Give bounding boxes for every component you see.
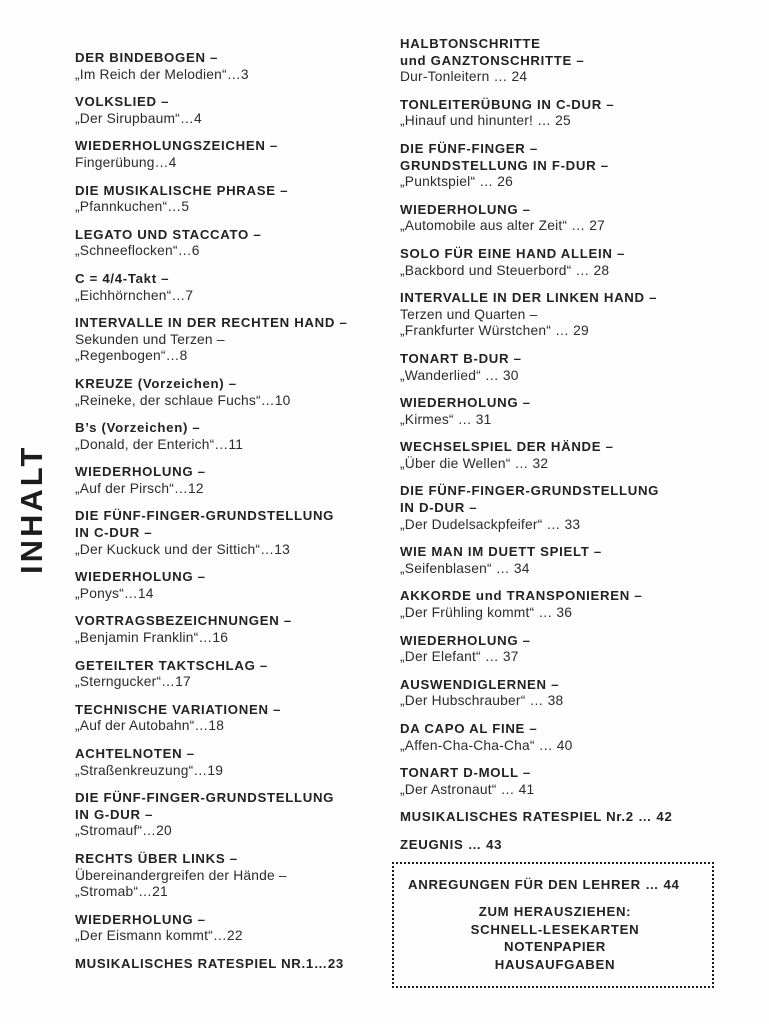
teacher-box-centered-block (408, 903, 702, 973)
toc-entry (400, 765, 760, 798)
toc-entry (75, 569, 399, 602)
toc-heading-line: DER BINDEBOGEN – (75, 50, 219, 65)
toc-heading-line: GRUNDSTELLUNG IN F-DUR – (400, 157, 609, 173)
toc-heading-line: DA CAPO AL FINE – (400, 721, 538, 736)
toc-entry (75, 658, 399, 691)
toc-heading-line: TECHNISCHE VARIATIONEN – (75, 701, 282, 717)
toc-subtitle-line: „Der Frühling kommt“ … 36 (400, 605, 573, 621)
toc-subtitle-line: „Hinauf und hinunter! … 25 (400, 113, 571, 129)
toc-heading-line: IN C-DUR – (75, 525, 153, 541)
toc-subtitle-line: „Seifenblasen“ … 34 (400, 560, 530, 576)
toc-entry (75, 613, 399, 646)
toc-subtitle-line: „Im Reich der Melodien“…3 (75, 66, 249, 82)
toc-entry (400, 588, 760, 621)
toc-subtitle-line: „Benjamin Franklin“…16 (75, 630, 229, 646)
page-title-inhalt: INHALT (14, 444, 49, 574)
toc-entry (75, 746, 399, 779)
toc-entry (400, 483, 760, 533)
toc-heading-line: WIEDERHOLUNG – (400, 395, 531, 411)
toc-heading-line: WIEDERHOLUNG – (400, 632, 531, 648)
toc-subtitle-line: „Der Elefant“ … 37 (400, 649, 519, 665)
teacher-box-line: SCHNELL-LESEKARTEN (470, 921, 640, 937)
toc-entry (400, 721, 760, 754)
toc-subtitle-line: „Donald, der Enterich“…11 (75, 436, 244, 452)
toc-entry (75, 420, 399, 453)
toc-entry (75, 464, 399, 497)
toc-subtitle-line: „Regenbogen“…8 (75, 348, 188, 364)
toc-heading-line: ZEUGNIS … 43 (400, 836, 503, 852)
toc-heading-line: WIE MAN IM DUETT SPIELT – (400, 544, 602, 560)
toc-entry (75, 851, 399, 901)
teacher-box-line: HAUSAUFGABEN (494, 956, 616, 972)
toc-entry (75, 183, 399, 216)
toc-heading-line: HALBTONSCHRITTE (400, 36, 541, 51)
toc-heading-line: TONLEITERÜBUNG IN C-DUR – (400, 96, 615, 112)
toc-entry (400, 633, 760, 666)
toc-entry (400, 544, 760, 577)
toc-entry (75, 50, 399, 83)
toc-entry (75, 94, 399, 127)
toc-entry (400, 677, 760, 710)
toc-subtitle-line: „Sterngucker“…17 (75, 674, 191, 690)
toc-heading-line: VOLKSLIED – (75, 94, 170, 110)
toc-entry (400, 97, 760, 130)
toc-subtitle-line: „Affen-Cha-Cha-Cha“ … 40 (400, 737, 573, 753)
toc-entry (75, 227, 399, 260)
toc-subtitle-line: „Stromab“…21 (75, 884, 168, 900)
toc-heading-line: und GANZTONSCHRITTE – (400, 52, 585, 68)
toc-entry (75, 790, 399, 840)
toc-subtitle-line: „Automobile aus alter Zeit“ … 27 (400, 218, 606, 234)
toc-heading-line: WIEDERHOLUNG – (400, 201, 531, 217)
toc-column-right (400, 36, 760, 865)
toc-subtitle-line: „Frankfurter Würstchen“ … 29 (400, 323, 589, 339)
toc-subtitle-line: „Stromauf“…20 (75, 823, 172, 839)
teacher-box-line: ZUM HERAUSZIEHEN: (478, 904, 632, 919)
toc-heading-line: VORTRAGSBEZEICHNUNGEN – (75, 613, 292, 629)
toc-subtitle-line: „Der Dudelsackpfeifer“ … 33 (400, 516, 581, 532)
teacher-box-heading: ANREGUNGEN FÜR DEN LEHRER … 44 (408, 877, 680, 892)
toc-entry (75, 912, 399, 945)
toc-heading-line: WIEDERHOLUNG – (75, 911, 206, 927)
toc-entry (400, 809, 760, 826)
toc-subtitle-line: „Kirmes“ … 31 (400, 411, 492, 427)
toc-subtitle-line: „Schneeflocken“…6 (75, 243, 200, 259)
toc-subtitle-line: Übereinandergreifen der Hände – (75, 867, 287, 883)
toc-subtitle-line: „Straßenkreuzung“…19 (75, 762, 224, 778)
toc-subtitle-line: „Der Sirupbaum“…4 (75, 110, 202, 126)
toc-heading-line: IN G-DUR – (75, 806, 154, 822)
toc-heading-line: RECHTS ÜBER LINKS – (75, 850, 238, 866)
toc-heading-line: WIEDERHOLUNG – (75, 569, 206, 585)
toc-subtitle-line: „Backbord und Steuerbord“ … 28 (400, 262, 610, 278)
toc-heading-line: DIE FÜNF-FINGER-GRUNDSTELLUNG (75, 508, 335, 524)
toc-entry (75, 315, 399, 365)
toc-column-left (75, 50, 399, 984)
toc-subtitle-line: „Auf der Autobahn“…18 (75, 718, 225, 734)
toc-subtitle-line: Sekunden und Terzen – (75, 331, 225, 347)
toc-heading-line: B’s (Vorzeichen) – (75, 420, 201, 436)
toc-entry (400, 36, 760, 86)
toc-heading-line: C = 4/4-Takt – (75, 270, 170, 286)
toc-subtitle-line: „Punktspiel“ … 26 (400, 174, 514, 190)
toc-heading-line: DIE FÜNF-FINGER-GRUNDSTELLUNG (400, 483, 660, 499)
toc-entry (400, 202, 760, 235)
toc-heading-line: MUSIKALISCHES RATESPIEL Nr.2 … 42 (400, 809, 673, 825)
teacher-note-box (392, 862, 714, 988)
toc-entry (400, 351, 760, 384)
toc-heading-line: KREUZE (Vorzeichen) – (75, 375, 237, 391)
toc-heading-line: DIE FÜNF-FINGER-GRUNDSTELLUNG (75, 790, 335, 806)
toc-heading-line: TONART D-MOLL – (400, 765, 531, 781)
toc-subtitle-line: „Reineke, der schlaue Fuchs“…10 (75, 392, 291, 408)
toc-subtitle-line: „Der Kuckuck und der Sittich“…13 (75, 541, 290, 557)
toc-subtitle-line: „Auf der Pirsch“…12 (75, 480, 204, 496)
toc-entry (75, 138, 399, 171)
toc-subtitle-line: Fingerübung…4 (75, 154, 177, 170)
toc-heading-line: INTERVALLE IN DER LINKEN HAND – (400, 290, 658, 306)
toc-entry (75, 702, 399, 735)
toc-subtitle-line: „Über die Wellen“ … 32 (400, 455, 549, 471)
toc-heading-line: DIE MUSIKALISCHE PHRASE – (75, 182, 289, 198)
toc-subtitle-line: „Ponys“…14 (75, 585, 154, 601)
toc-subtitle-line: „Der Hubschrauber“ … 38 (400, 693, 564, 709)
toc-heading-line: ACHTELNOTEN – (75, 746, 195, 761)
toc-subtitle-line: „Wanderlied“ … 30 (400, 367, 519, 383)
toc-heading-line: WIEDERHOLUNGSZEICHEN – (75, 138, 278, 154)
toc-entry (75, 956, 399, 973)
toc-entry (400, 246, 760, 279)
toc-entry (75, 508, 399, 558)
toc-entry (75, 376, 399, 409)
toc-entry (400, 439, 760, 472)
toc-subtitle-line: „Eichhörnchen“…7 (75, 287, 194, 303)
toc-heading-line: MUSIKALISCHES RATESPIEL NR.1…23 (75, 955, 344, 971)
toc-heading-line: SOLO FÜR EINE HAND ALLEIN – (400, 245, 626, 261)
toc-heading-line: GETEILTER TAKTSCHLAG – (75, 657, 268, 673)
toc-heading-line: WECHSELSPIEL DER HÄNDE – (400, 439, 614, 455)
toc-subtitle-line: Terzen und Quarten – (400, 306, 538, 322)
toc-heading-line: INTERVALLE IN DER RECHTEN HAND – (75, 315, 348, 331)
toc-heading-line: TONART B-DUR – (400, 350, 522, 366)
toc-entry (400, 837, 760, 854)
toc-heading-line: IN D-DUR – (400, 500, 478, 516)
toc-heading-line: AKKORDE und TRANSPONIEREN – (400, 588, 643, 604)
toc-heading-line: LEGATO UND STACCATO – (75, 226, 262, 242)
toc-heading-line: AUSWENDIGLERNEN – (400, 676, 560, 692)
toc-subtitle-line: Dur-Tonleitern … 24 (400, 69, 528, 85)
toc-entry (400, 141, 760, 191)
toc-heading-line: WIEDERHOLUNG – (75, 464, 206, 480)
toc-entry (75, 271, 399, 304)
toc-subtitle-line: „Der Astronaut“ … 41 (400, 781, 535, 797)
toc-entry (400, 290, 760, 340)
teacher-box-line: NOTENPAPIER (504, 939, 606, 954)
toc-heading-line: DIE FÜNF-FINGER – (400, 140, 538, 156)
toc-subtitle-line: „Der Eismann kommt“…22 (75, 928, 243, 944)
toc-subtitle-line: „Pfannkuchen“…5 (75, 199, 190, 215)
toc-entry (400, 395, 760, 428)
